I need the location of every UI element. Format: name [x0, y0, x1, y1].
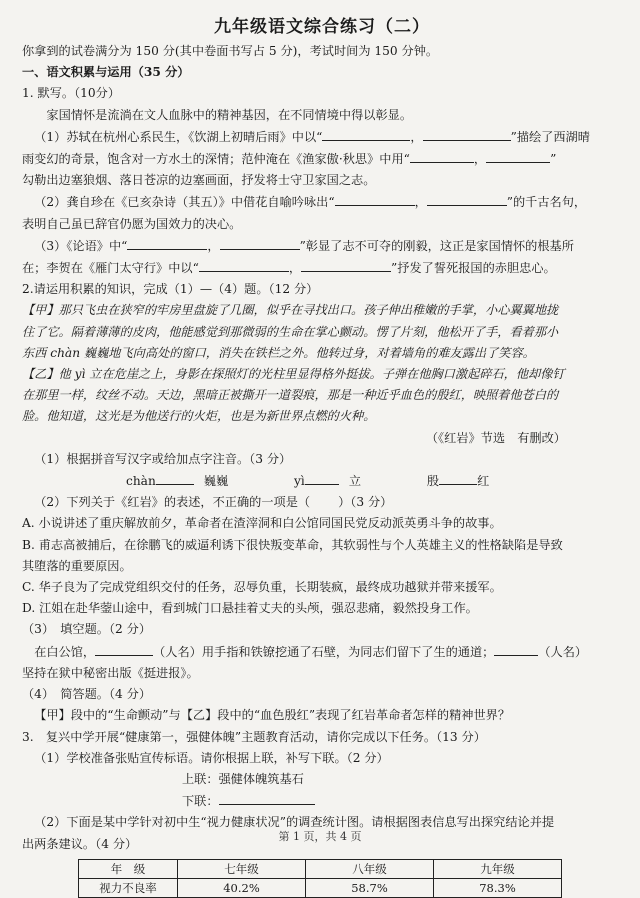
answer-blank[interactable]: [494, 641, 538, 656]
answer-blank[interactable]: [427, 191, 507, 206]
q2-sub4-question: 【甲】段中的“生命颤动”与【乙】段中的“血色殷红”表现了红岩革命者怎样的精神世界？: [34, 708, 511, 723]
q1-part2-line2: 表明自己虽已辞官仍愿为国效力的决心。: [22, 216, 242, 231]
passage-yi: 脸。他知道，这光是为他送行的火炬，也是为新世界点燃的火种。: [22, 409, 376, 424]
q2-heading: 2.请运用积累的知识，完成（1）—（4）题。（12 分）: [22, 282, 319, 297]
q3-heading: 3. 复兴中学开展“健康第一，强健体魄”主题教育活动，请你完成以下任务。（13 分）: [22, 729, 486, 744]
answer-blank[interactable]: [156, 470, 194, 485]
passage-jia: 东西 chàn 巍巍地飞向高处的窗口，消失在铁栏之外。他转过身，对着墙角的难友露出了笑容。: [22, 345, 535, 360]
option-d: D. 江姐在赴华蓥山途中，看到城门口悬挂着丈夫的头颅，强忍悲痛，毅然投身工作。: [22, 601, 478, 616]
q1-heading: 1. 默写。（10分）: [22, 86, 121, 101]
answer-blank[interactable]: [322, 126, 410, 141]
answer-blank[interactable]: [305, 470, 339, 485]
table-cell: 40.2%: [178, 878, 306, 897]
q1-lead: 家国情怀是流淌在文人血脉中的精神基因，在不同情境中得以彰显。: [46, 107, 413, 122]
q1-part2-line1: （2）龚自珍在《已亥杂诗（其五）》中借花自喻吟咏出“ ， ”的千古名句，: [22, 191, 622, 213]
q2-sub3: （3） 填空题。（2 分）: [22, 622, 152, 637]
option-b: B. 甫志高被捕后，在徐鹏飞的威逼利诱下很快叛变革命，其软弱性与个人英雄主义的性格缺陷是导致: [22, 537, 563, 552]
q1-part1-line3: 勾勒出边塞狼烟、落日苍凉的边塞画面，抒发将士守卫家国之志。: [22, 173, 376, 188]
answer-blank[interactable]: [301, 257, 391, 272]
option-b-cont: 其堕落的重要原因。: [22, 558, 132, 573]
vision-stats-table: [78, 859, 562, 898]
table-cell: 视力不良率: [79, 878, 178, 897]
q1-part3-line2: 在；李贺在《雁门太守行》中以“ ， ”抒发了誓死报国的赤胆忠心。: [22, 257, 622, 279]
section-heading: 一、语文积累与运用（35 分）: [22, 65, 190, 80]
table-header-cell: 八年级: [306, 859, 434, 878]
passage-yi: 【乙】他 yì 立在危崖之上，身影在探照灯的光柱里显得格外挺拔。子弹在他胸口激起碎石，他却像钉: [22, 367, 565, 382]
table-row: [79, 878, 562, 897]
answer-blank[interactable]: [95, 641, 153, 656]
passage-source: （《红岩》节选 有删改）: [425, 430, 566, 445]
q2-sub4: （4） 简答题。（4 分）: [22, 687, 152, 702]
answer-blank[interactable]: [219, 790, 315, 805]
table-cell: 78.3%: [434, 878, 562, 897]
q1-part3-line1: （3）《论语》中“ ， ”彰显了志不可夺的刚毅，这正是家国情怀的根基所: [22, 235, 622, 257]
page-footer: 第 1 页，共 4 页: [278, 830, 362, 843]
answer-blank[interactable]: [410, 148, 474, 163]
q2-sub1: （1）根据拼音写汉字或给加点字注音。（3 分）: [34, 451, 292, 466]
table-header-cell: 年 级: [79, 859, 178, 878]
passage-jia: 【甲】那只飞虫在狭窄的牢房里盘旋了几圈，似乎在寻找出口。孩子伸出稚嫩的手掌，小心翼翼地拢: [22, 303, 559, 318]
option-a: A. 小说讲述了重庆解放前夕，革命者在渣滓洞和白公馆同国民党反动派英勇斗争的故事。: [22, 516, 502, 531]
table-header-cell: 七年级: [178, 859, 306, 878]
q2-sub3-fill-cont: 坚持在狱中秘密出版《挺进报》。: [22, 665, 199, 680]
table-header-row: [79, 859, 562, 878]
table-header-cell: 九年级: [434, 859, 562, 878]
pinyin-row: chàn 巍巍 yì 立 殷 红: [22, 470, 622, 492]
answer-blank[interactable]: [486, 148, 550, 163]
table-cell: 58.7%: [306, 878, 434, 897]
q3-sub2: （2）下面是某中学针对初中生“视力健康状况”的调查统计图。请根据图表信息写出探究结论并提: [34, 815, 555, 830]
lower-couplet: 下联：: [22, 790, 622, 812]
passage-yi: 在那里一样，纹丝不动。天边，黑暗正被撕开一道裂痕，那是一种近乎血色的殷红，映照着他苍白的: [22, 388, 559, 403]
q2-sub3-fill: 在白公馆， （人名）用手指和铁镣挖通了石壁，为同志们留下了生的通道； （人名）: [22, 641, 622, 663]
q3-sub1: （1）学校准备张贴宣传标语。请你根据上联，补写下联。（2 分）: [34, 750, 389, 765]
answer-blank[interactable]: [423, 126, 511, 141]
upper-couplet: 上联：强健体魄筑基石: [182, 771, 304, 786]
passage-jia: 住了它。隔着薄薄的皮肉，他能感觉到那微弱的生命在掌心颤动。愣了片刻，他松开了手，看着那小: [22, 324, 559, 339]
exam-intro: 你拿到的试卷满分为 150 分(其中卷面书写占 5 分)，考试时间为 150 分钟。: [22, 44, 439, 58]
answer-blank[interactable]: [439, 470, 477, 485]
page-title: 九年级语文综合练习（二）: [214, 17, 430, 37]
answer-blank[interactable]: [220, 235, 300, 250]
answer-blank[interactable]: [199, 257, 289, 272]
q2-sub2: （2）下列关于《红岩》的表述，不正确的一项是（ ）（3 分）: [34, 495, 393, 510]
answer-blank[interactable]: [127, 235, 207, 250]
q3-sub2-cont: 出两条建议。（4 分）: [22, 836, 138, 851]
answer-blank[interactable]: [335, 191, 415, 206]
option-c: C. 华子良为了完成党组织交付的任务，忍辱负重，长期装疯，最终成功越狱并带来援军。: [22, 580, 502, 595]
q1-part1-line2: 雨变幻的奇景，饱含对一方水土的深情；范仲淹在《渔家傲·秋思》中用“ ， ”: [22, 148, 622, 170]
q1-part1-line1: （1）苏轼在杭州心系民生，《饮湖上初晴后雨》中以“ ， ”描绘了西湖晴: [22, 126, 622, 148]
